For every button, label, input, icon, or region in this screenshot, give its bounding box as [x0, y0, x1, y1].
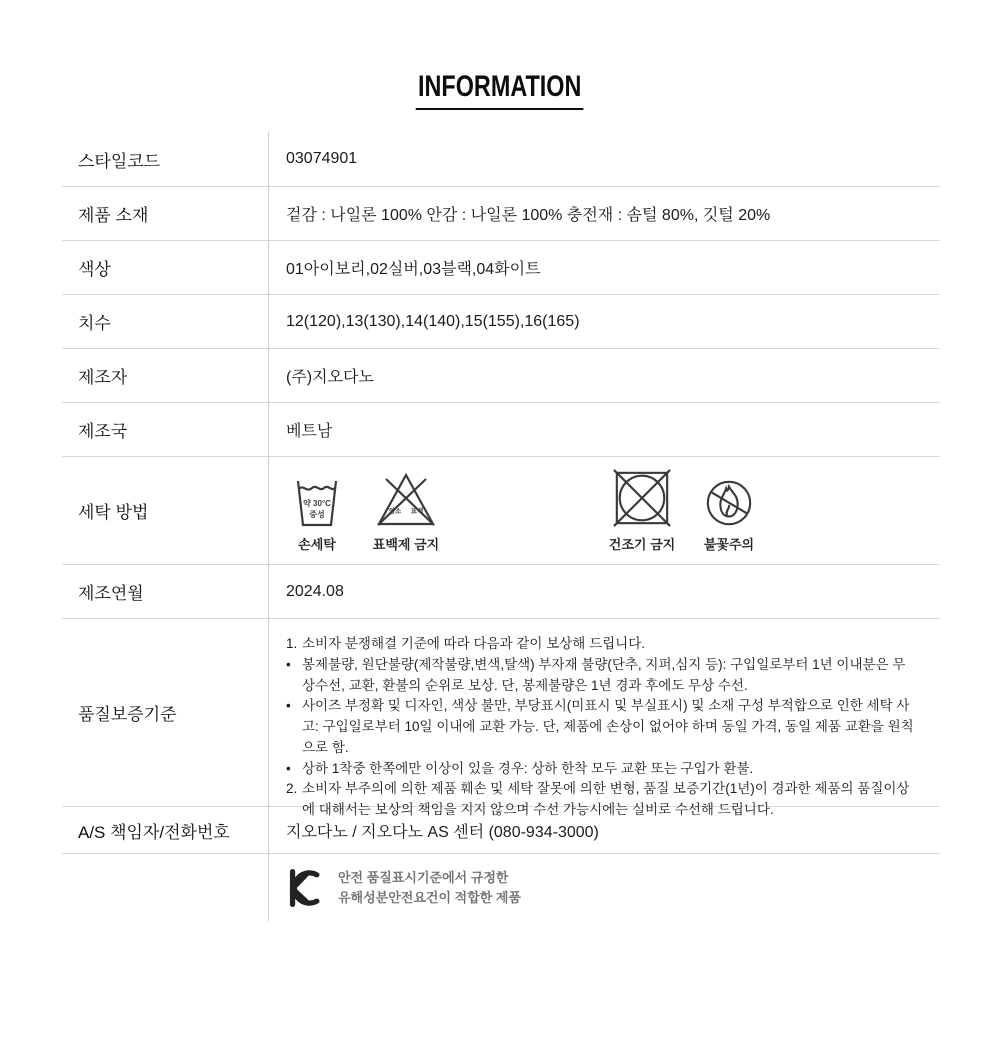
row-label: 품질보증기준: [78, 705, 177, 724]
row-label: [62, 854, 268, 921]
row-value: 지오다노 / 지오다노 AS 센터 (080-934-3000): [286, 823, 599, 841]
row-value: 12(120),13(130),14(140),15(155),16(165): [286, 312, 580, 330]
table-row-wash-method: [62, 457, 940, 565]
warranty-list: [268, 619, 940, 818]
table-row-date: [62, 565, 940, 619]
row-value: 01아이보리,02실버,03블랙,04화이트: [286, 261, 541, 278]
row-value: 겉감 : 나일론 100% 안감 : 나일론 100% 충전재 : 솜털 80%, 깃털 20%: [286, 207, 771, 224]
page-title: INFORMATION: [416, 70, 584, 110]
info-table: [62, 132, 940, 921]
table-row-manufacturer: [62, 349, 940, 403]
warranty-item: • 사이즈 부정확 및 디자인, 색상 불만, 부당표시(미표시 및 부실표시) 및 소재 구성 부적합으로 인한 세탁 사고: 구입일로부터 10일 이내에 교환 가능. 단, 제품에 손상이 없어야 하며 동일 가격, 동일 제품 교환을 원칙으로 함.: [286, 698, 914, 755]
row-value: (주)지오다노: [286, 369, 374, 386]
row-label: 색상: [78, 260, 111, 279]
kc-mark-icon: [286, 865, 328, 911]
table-row-warranty: [62, 619, 940, 818]
no-bleach-icon: [362, 472, 450, 553]
icon-caption: 불꽃주의: [703, 537, 755, 552]
svg-text:염소: 염소: [388, 508, 402, 515]
icon-caption: 표백제 금지: [372, 537, 440, 552]
column-divider: [268, 132, 269, 921]
row-label: 제조국: [78, 422, 128, 441]
row-value: 03074901: [286, 150, 358, 167]
no-tumble-dry-icon: [598, 468, 686, 553]
row-value: 베트남: [286, 423, 333, 440]
icon-caption: 건조기 금지: [608, 537, 676, 552]
table-row-style-code: [62, 132, 940, 187]
care-icons: [286, 468, 764, 553]
warranty-item: 1. 소비자 분쟁해결 기준에 따라 다음과 같이 보상해 드립니다.: [286, 636, 645, 651]
warranty-item: 2. 소비자 부주의에 의한 제품 훼손 및 세탁 잘못에 의한 변형, 품질 보증기간(1년)이 경과한 제품의 품질이상에 대해서는 보상의 책임을 지지 않으며 수선 가능시에는 실비로 수선해 드립니다.: [286, 781, 910, 818]
row-label: 치수: [78, 314, 111, 333]
svg-text:중성: 중성: [309, 510, 325, 519]
svg-text:표백: 표백: [410, 508, 424, 515]
row-label: 제조자: [78, 368, 128, 387]
svg-text:약 30°C: 약 30°C: [303, 499, 331, 508]
title-wrap: [0, 70, 1000, 110]
row-label: 제품 소재: [78, 206, 149, 225]
kc-certification: [286, 865, 521, 911]
handwash-icon: [286, 480, 348, 553]
row-label: 제조연월: [78, 584, 144, 603]
row-value: 2024.08: [286, 582, 344, 600]
warranty-item: • 상하 1착중 한쪽에만 이상이 있을 경우: 상하 한착 모두 교환 또는 구입가 환불.: [286, 760, 754, 776]
table-row-kc: [62, 854, 940, 921]
warranty-item: • 봉제불량, 원단불량(제작불량,변색,탈색) 부자재 불량(단추, 지퍼,심지 등): 구입일로부터 1년 이내분은 무상수선, 교환, 환불의 순위로 보상. 단, 봉제불량은 1년 경과 후에도 무상 수선.: [286, 656, 906, 693]
row-label: 스타일코드: [78, 151, 161, 171]
flame-caution-icon: [694, 478, 764, 553]
icon-caption: 손세탁: [298, 537, 336, 552]
table-row-as-contact: [62, 807, 940, 854]
kc-text: 안전 품질표시기준에서 규정한 유해성분안전요건이 적합한 제품: [338, 870, 522, 905]
row-label: A/S 책임자/전화번호: [78, 822, 230, 842]
table-row-size: [62, 295, 940, 349]
row-label: 세탁 방법: [78, 503, 149, 522]
table-row-material: [62, 187, 940, 241]
table-row-color: [62, 241, 940, 295]
table-row-country: [62, 403, 940, 457]
